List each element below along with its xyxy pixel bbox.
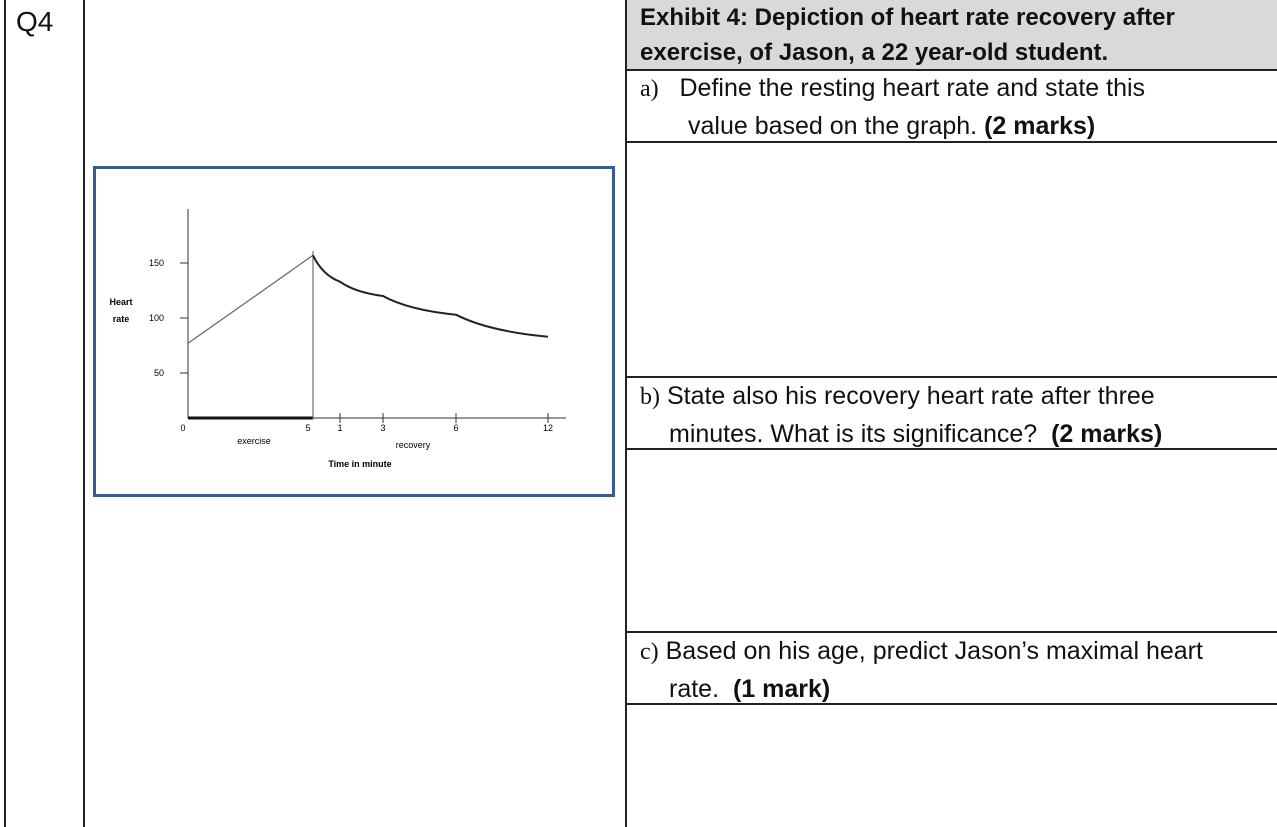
question-b-letter: b) (640, 384, 660, 410)
x-tick-label-exercise: 0 (180, 423, 186, 433)
y-tick-label: 50 (153, 368, 164, 378)
y-tick-label: 150 (148, 258, 164, 268)
x-tick-label-recovery: 6 (453, 423, 459, 433)
column-divider-1 (83, 0, 85, 827)
recovery-label: recovery (395, 440, 431, 450)
exhibit-title-line2: exercise, of Jason, a 22 year-old student. (640, 39, 1109, 66)
recovery-heart-rate-curve (313, 255, 548, 336)
exhibit-title (640, 0, 1270, 70)
question-c-line1: Based on his age, predict Jason’s maximal heart (665, 637, 1203, 665)
question-b-line2: minutes. What is its significance? (669, 420, 1038, 448)
question-c (640, 633, 1270, 708)
x-axis-label: Time in minute (328, 459, 392, 469)
y-axis-label-line2: rate (112, 314, 130, 324)
question-a-line1: Define the resting heart rate and state this (679, 74, 1146, 102)
x-tick-label-exercise: 5 (305, 423, 311, 433)
exercise-label: exercise (237, 436, 271, 446)
question-c-letter: c) (640, 639, 659, 665)
x-tick-label-recovery: 12 (542, 423, 554, 433)
question-b-marks: (2 marks) (1051, 420, 1163, 448)
exhibit-title-line1: Exhibit 4: Depiction of heart rate recovery after (640, 4, 1175, 31)
heart-rate-chart (96, 169, 612, 494)
left-border (4, 0, 6, 827)
question-a-letter: a) (640, 76, 659, 102)
exercise-heart-rate-line (188, 255, 313, 343)
y-tick-label: 100 (148, 313, 164, 323)
x-tick-label-recovery: 3 (380, 423, 386, 433)
x-tick-label-recovery: 1 (337, 423, 343, 433)
question-a (640, 70, 1270, 145)
question-c-marks: (1 mark) (732, 675, 831, 703)
y-axis-label-line1: Heart (109, 297, 133, 307)
question-a-marks: (2 marks) (984, 112, 1096, 140)
question-c-line2: rate. (669, 675, 720, 703)
question-number: Q4 (16, 6, 54, 37)
question-a-line2: value based on the graph. (688, 112, 978, 140)
question-b-line1: State also his recovery heart rate after three (666, 382, 1155, 410)
heart-rate-chart-frame (93, 166, 615, 497)
question-b (640, 378, 1270, 453)
